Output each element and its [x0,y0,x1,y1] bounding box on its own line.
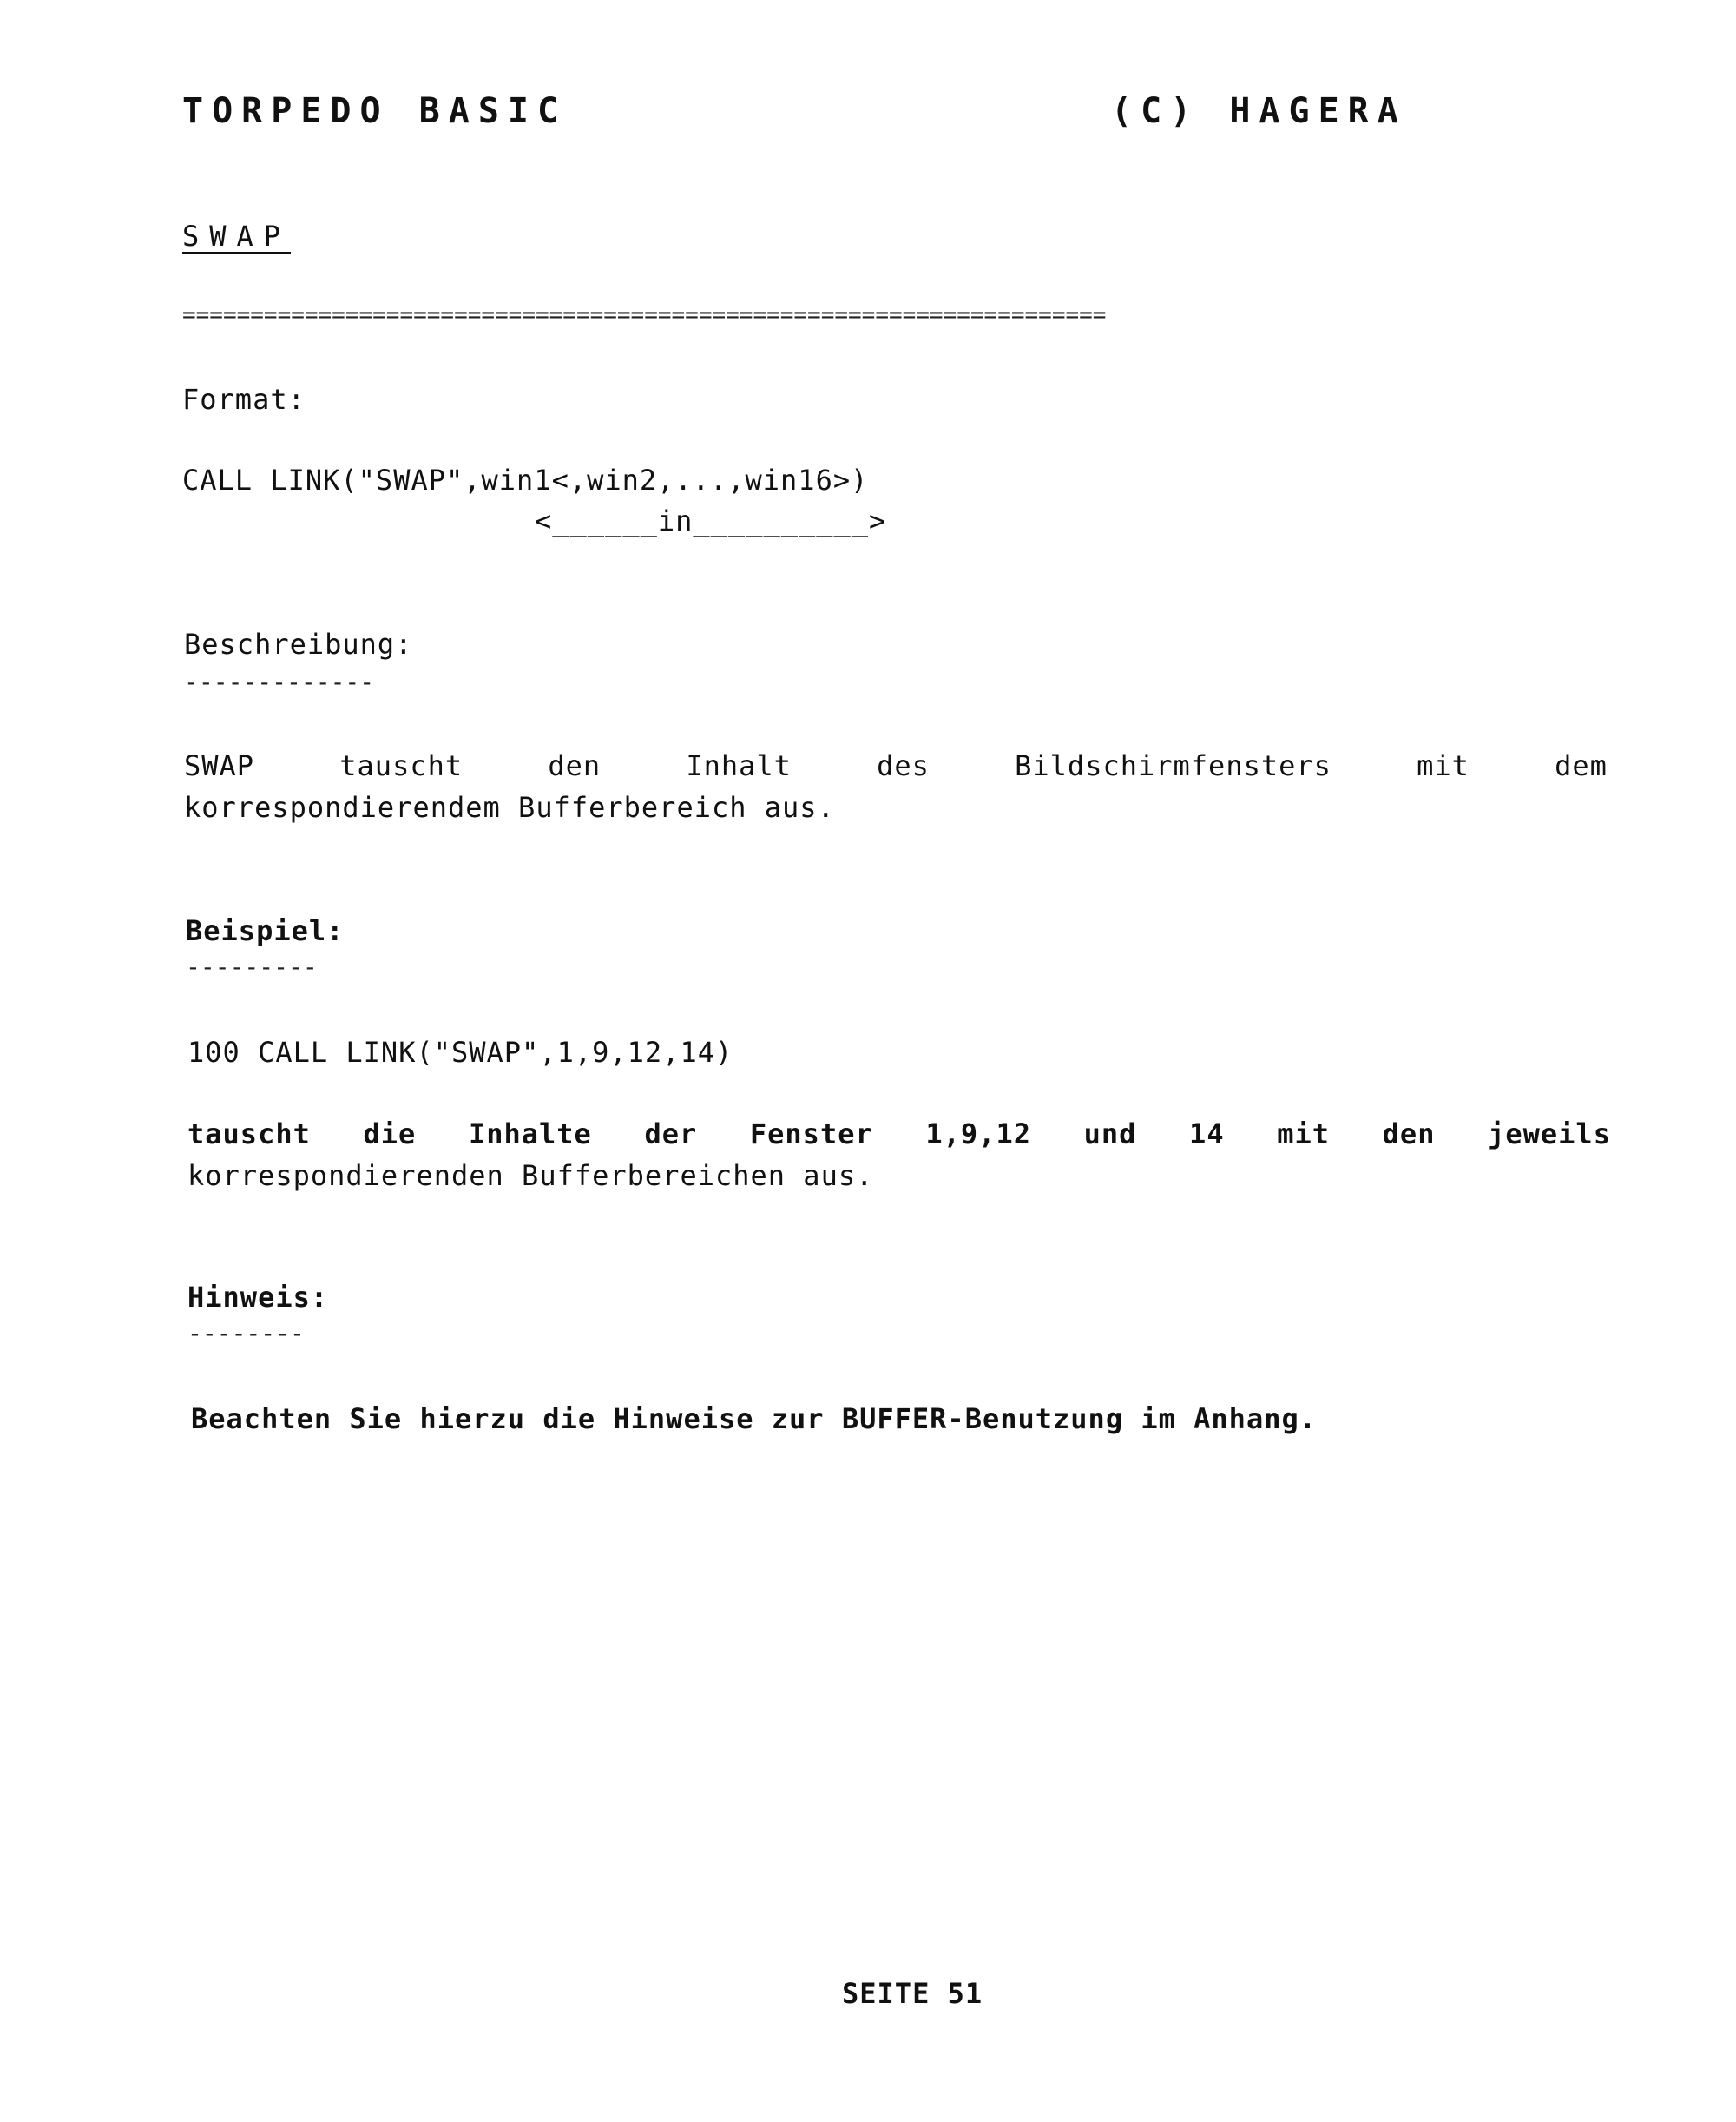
description-word: mit [1417,749,1470,782]
example-word: die [363,1117,417,1150]
note-text: Beachten Sie hierzu die Hinweise zur BUFFER-Benutzung im Anhang. [191,1402,1317,1435]
note-heading: Hinweis: [187,1281,329,1314]
example-word: 1,9,12 [925,1117,1031,1150]
description-word: dem [1555,749,1608,782]
description-word: Bildschirmfensters [1015,749,1332,782]
header-left: TORPEDO BASIC [182,91,568,131]
example-word: Fenster [749,1117,873,1150]
example-explanation-line-2: korrespondierenden Bufferbereichen aus. [187,1159,874,1192]
note-heading-underline: -------- [187,1319,305,1348]
example-word: 14 [1189,1117,1225,1150]
example-word: der [644,1117,698,1150]
format-range-line: <______in__________> [535,504,887,537]
description-line-1 [184,749,1608,782]
description-word: Inhalt [686,749,792,782]
example-word: jeweils [1488,1117,1611,1150]
example-explanation-line-1 [187,1117,1611,1150]
description-word: SWAP [184,749,255,782]
example-heading-underline: --------- [186,952,318,981]
format-syntax-line: CALL LINK("SWAP",win1<,win2,...,win16>) [182,464,869,497]
description-line-2: korrespondierendem Bufferbereich aus. [184,791,835,824]
example-code: 100 CALL LINK("SWAP",1,9,12,14) [187,1036,733,1069]
example-word: mit [1277,1117,1331,1150]
double-rule: ==================================================================== [182,304,1107,326]
format-heading: Format: [182,383,306,416]
description-word: des [877,749,930,782]
section-title: SWAP [182,220,292,253]
page-number: SEITE 51 [842,1977,983,2010]
header-right: (C) HAGERA [1111,91,1407,131]
example-heading: Beispiel: [186,914,345,947]
description-word: tauscht [339,749,464,782]
example-word: Inhalte [468,1117,592,1150]
example-word: und [1083,1117,1137,1150]
description-heading: Beschreibung: [184,628,413,661]
example-word: tauscht [187,1117,311,1150]
description-heading-underline: ------------- [184,668,375,696]
description-word: den [548,749,602,782]
example-word: den [1382,1117,1436,1150]
